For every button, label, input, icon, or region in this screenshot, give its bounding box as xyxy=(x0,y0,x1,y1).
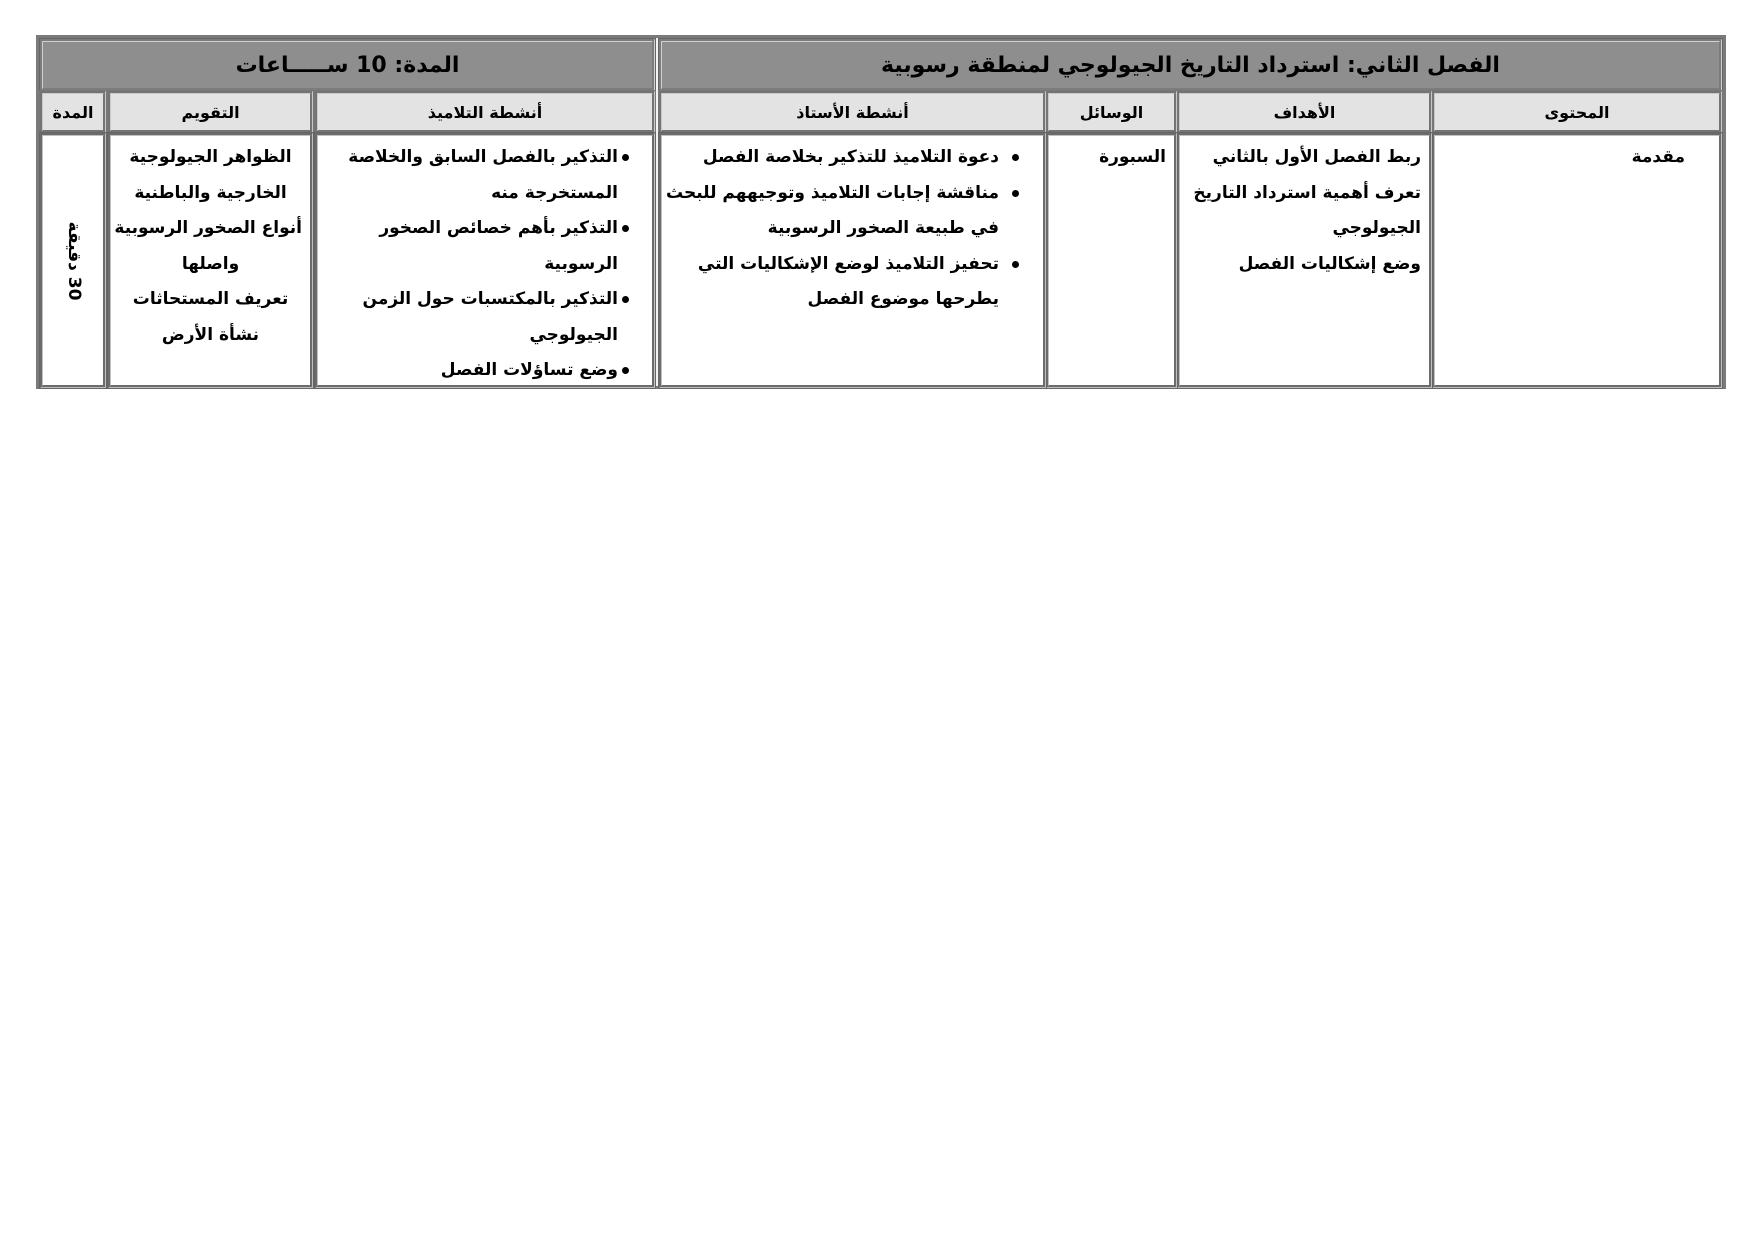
list-item: تحفيز التلاميذ لوضع الإشكاليات التي يطرحها موضوع الفصل xyxy=(670,247,999,318)
lesson-plan-table xyxy=(36,35,1726,389)
bullet-icon xyxy=(622,154,629,161)
header-duration: المدة xyxy=(40,91,106,133)
bullet-icon xyxy=(1012,261,1019,268)
list-item: وضع تساؤلات الفصل xyxy=(326,353,618,389)
list-item: التذكير بالفصل السابق والخلاصة المستخرجة منه xyxy=(326,140,618,211)
list-item: التذكير بأهم خصائص الصخور الرسوبية xyxy=(326,211,618,282)
teacher-activities-cell xyxy=(659,133,1046,388)
bullet-icon xyxy=(1012,190,1019,197)
header-content: المحتوى xyxy=(1432,91,1722,133)
content-text: مقدمة xyxy=(1631,147,1685,167)
header-means: الوسائل xyxy=(1046,91,1177,133)
list-item: مناقشة إجابات التلاميذ وتوجيههم للبحث في طبيعة الصخور الرسوبية xyxy=(670,176,999,247)
evaluation-item: الخارجية والباطنية xyxy=(134,182,287,203)
chapter-title: الفصل الثاني: استرداد التاريخ الجيولوجي لمنطقة رسوبية xyxy=(881,52,1500,78)
objective-item: الجيولوجي xyxy=(1332,218,1421,238)
evaluation-item: نشأة الأرض xyxy=(161,324,260,345)
content-cell xyxy=(1432,133,1722,388)
bullet-icon xyxy=(622,367,629,374)
chapter-title-cell xyxy=(659,39,1722,91)
bullet-icon xyxy=(622,225,629,232)
duration-text: 30 دقيقة xyxy=(63,221,84,300)
duration-title-cell xyxy=(40,39,655,91)
student-activities-cell xyxy=(315,133,655,388)
header-objectives: الأهداف xyxy=(1177,91,1432,133)
evaluation-item: واصلها xyxy=(181,253,240,274)
list-item: التذكير بالمكتسبات حول الزمن الجيولوجي xyxy=(326,282,618,353)
duration-cell xyxy=(40,133,106,388)
means-text: السبورة xyxy=(1099,147,1166,167)
list-item: دعوة التلاميذ للتذكير بخلاصة الفصل xyxy=(670,140,999,176)
evaluation-item: أنواع الصخور الرسوبية xyxy=(114,218,302,238)
bullet-icon xyxy=(1012,154,1019,161)
means-cell xyxy=(1046,133,1177,388)
student-activities-list xyxy=(326,140,632,389)
evaluation-cell xyxy=(108,133,313,388)
header-evaluation: التقويم xyxy=(108,91,313,133)
objective-item: ربط الفصل الأول بالثاني xyxy=(1212,147,1421,167)
header-teacher-activities: أنشطة الأستاذ xyxy=(659,91,1046,133)
evaluation-item: الظواهر الجيولوجية xyxy=(129,147,292,167)
teacher-activities-list xyxy=(665,140,1025,318)
bullet-icon xyxy=(622,296,629,303)
objectives-cell xyxy=(1177,133,1432,388)
duration-title: المدة: 10 ســـــاعات xyxy=(235,52,460,78)
objective-item: تعرف أهمية استرداد التاريخ xyxy=(1193,182,1421,203)
header-student-activities: أنشطة التلاميذ xyxy=(315,91,655,133)
evaluation-item: تعريف المستحاثات xyxy=(132,289,289,309)
objective-item: وضع إشكاليات الفصل xyxy=(1238,253,1421,274)
